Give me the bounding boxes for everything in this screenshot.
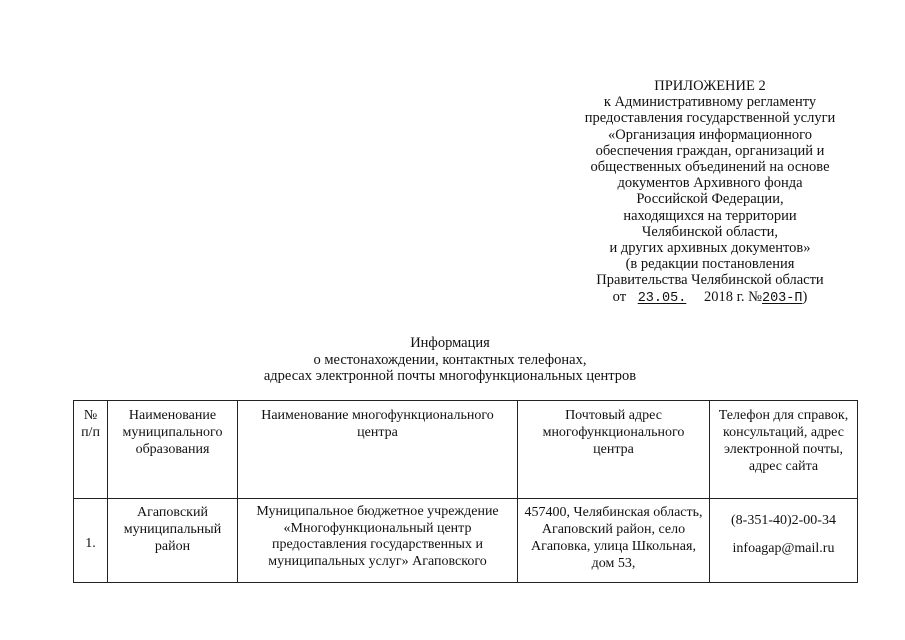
date-year: 2018 г. № [703,288,762,305]
mfc-table [73,400,858,583]
info-title-line: Информация [410,335,490,351]
handwritten-number: 203-П [761,290,803,306]
table-header-row [74,401,858,499]
appendix-line: общественных объединений на основе [590,159,830,176]
row-municipality: Агаповский муниципальный район [108,499,238,583]
appendix-line: (в редакции постановления [625,256,795,273]
appendix-date-line [560,289,860,307]
row-mfc-name: Муниципальное бюджетное учреждение «Многофункциональный центр предоставления государственных и муниципальных услуг» Агаповского [238,499,518,583]
date-prefix: от [612,288,627,305]
appendix-line: и других архивных документов» [609,240,811,257]
header-num: № п/п [74,401,108,499]
appendix-line: документов Архивного фонда [617,175,803,192]
row-contacts [710,499,858,583]
appendix-line: обеспечения граждан, организаций и [595,142,825,159]
appendix-line: «Организация информационного [608,126,812,143]
appendix-line: Российской Федерации, [636,191,784,208]
appendix-header [560,78,860,307]
appendix-line: к Административному регламенту [603,94,817,111]
close-paren: ) [802,288,808,305]
table-row [74,499,858,583]
info-title [200,335,700,385]
header-municipality: Наименование муниципального образования [108,401,238,499]
header-contacts: Телефон для справок, консультаций, адрес электронной почты, адрес сайта [710,401,858,499]
header-mfc-name: Наименование многофункционального центра [238,401,518,499]
row-email: infoagap@mail.ru [732,541,835,556]
info-title-line: адресах электронной почты многофункциональных центров [263,368,637,384]
handwritten-date: 23.05. [637,290,687,306]
row-phone: (8-351-40)2-00-34 [731,513,836,528]
info-title-line: о местонахождении, контактных телефонах, [313,351,587,368]
appendix-line: предоставления государственной услуги [584,110,836,127]
row-address: 457400, Челябинская область, Агаповский район, село Агаповка, улица Школьная, дом 53, [518,499,710,583]
appendix-line: Правительства Челябинской области [596,272,824,289]
appendix-line: Челябинской области, [641,223,779,240]
appendix-line: находящихся на территории [623,207,797,224]
row-num: 1. [74,499,108,583]
header-address: Почтовый адрес многофункционального центра [518,401,710,499]
appendix-line: ПРИЛОЖЕНИЕ 2 [654,78,766,94]
